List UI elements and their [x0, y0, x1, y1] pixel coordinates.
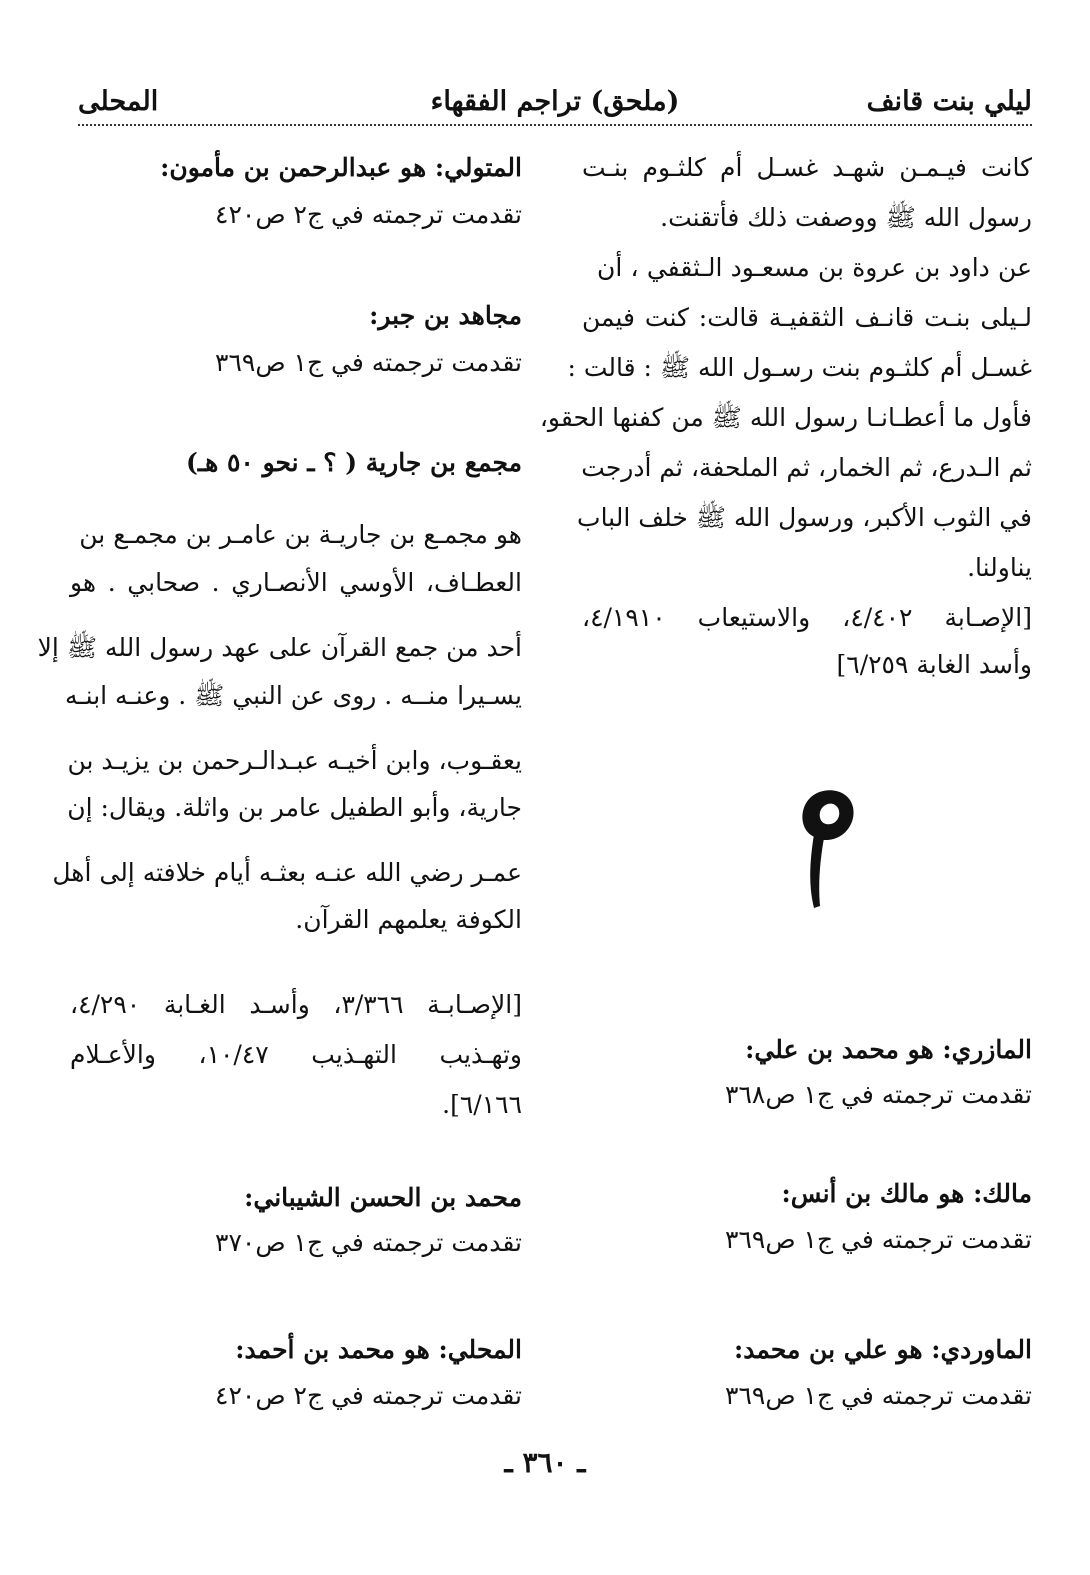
body-line: عن داود بن عروة بن مسعـود الـثقفي ، أن: [597, 253, 1032, 282]
body-line: العطـاف، الأوسي الأنصـاري . صحابي . هو: [70, 568, 522, 597]
entry-ref: تقدمت ترجمته في ج١ ص٣٦٩: [725, 1381, 1032, 1410]
entry-ref: تقدمت ترجمته في ج٢ ص٤٢٠: [215, 1381, 522, 1410]
entry-ref: تقدمت ترجمته في ج١ ص٣٦٩: [215, 348, 522, 377]
header-entry-name: ليلي بنت قانف: [866, 86, 1032, 117]
reference-line: [الإصـابـة ٣/٣٦٦، وأسـد الغـابة ٤/٢٩٠،: [70, 990, 522, 1019]
entry-name: مجاهد بن جبر:: [369, 301, 522, 330]
entry-ref: تقدمت ترجمته في ج١ ص٣٧٠: [215, 1228, 522, 1257]
entry-name: الماوردي: هو علي بن محمد:: [734, 1335, 1032, 1364]
reference-line: [الإصـابة ٤/٤٠٢، والاستيعاب ٤/١٩١٠،: [582, 603, 1032, 632]
body-line: فأول ما أعطـانـا رسول الله ﷺ من كفنها الحقو،: [539, 403, 1032, 432]
body-line: يعقـوب، وابن أخيـه عبـدالـرحمن بن يزيـد بن: [67, 746, 522, 775]
reference-line: وتهـذيب التهـذيب ١٠/٤٧، والأعـلام: [70, 1040, 522, 1069]
body-line: لـيلى بنـت قانـف الثقفيـة قالت: كنت فيمن: [582, 303, 1032, 332]
body-line: كانت فيـمـن شهـد غسـل أم كلثـوم بنـت: [582, 153, 1032, 182]
body-line: أحد من جمع القرآن على عهد رسول الله ﷺ إلا: [37, 633, 522, 662]
page-header: [78, 84, 1032, 126]
entry-name: المتولي: هو عبدالرحمن بن مأمون:: [160, 153, 522, 182]
header-book-title: المحلى: [78, 86, 159, 117]
body-line: الكوفة يعلمهم القرآن.: [295, 905, 522, 934]
entry-name: المحلي: هو محمد بن أحمد:: [235, 1335, 522, 1364]
page-number: ـ ٣٦٠ ـ: [504, 1446, 586, 1479]
reference-line: وأسد الغابة ٦/٢٥٩]: [836, 650, 1032, 679]
body-line: عمـر رضي الله عنـه بعثـه أيام خلافته إلى أهل: [52, 858, 522, 887]
entry-ref: تقدمت ترجمته في ج١ ص٣٦٩: [725, 1225, 1032, 1254]
body-line: يناولنا.: [967, 553, 1032, 582]
entry-name: محمد بن الحسن الشيباني:: [244, 1183, 522, 1212]
header-section-title: (ملحق) تراجم الفقهاء: [430, 86, 680, 117]
body-line: جارية، وأبو الطفيل عامر بن واثلة. ويقال: إن: [67, 793, 522, 822]
reference-line: ٦/١٦٦].: [442, 1090, 522, 1119]
body-line: في الثوب الأكبر، ورسول الله ﷺ خلف الباب: [577, 503, 1032, 532]
entry-ref: تقدمت ترجمته في ج١ ص٣٦٨: [725, 1080, 1032, 1109]
entry-name: المازري: هو محمد بن علي:: [745, 1035, 1032, 1064]
body-line: رسول الله ﷺ ووصفت ذلك فأتقنت.: [660, 203, 1032, 232]
body-line: هو مجمـع بن جاريـة بن عامـر بن مجمـع بن: [79, 520, 522, 549]
body-line: ثم الـدرع، ثم الخمار، ثم الملحفة، ثم أدرجت: [581, 453, 1032, 482]
entry-name: مالك: هو مالك بن أنس:: [781, 1179, 1032, 1208]
biography-title: مجمع بن جارية ( ؟ ـ نحو ٥٠ هـ): [185, 448, 522, 477]
section-letter-mim: [790, 760, 860, 910]
entry-ref: تقدمت ترجمته في ج٢ ص٤٢٠: [215, 200, 522, 229]
body-line: يسـيرا منــه . روى عن النبي ﷺ . وعنـه ابنـه: [64, 681, 522, 710]
body-line: غسـل أم كلثـوم بنت رسـول الله ﷺ : قالت :: [567, 353, 1032, 382]
